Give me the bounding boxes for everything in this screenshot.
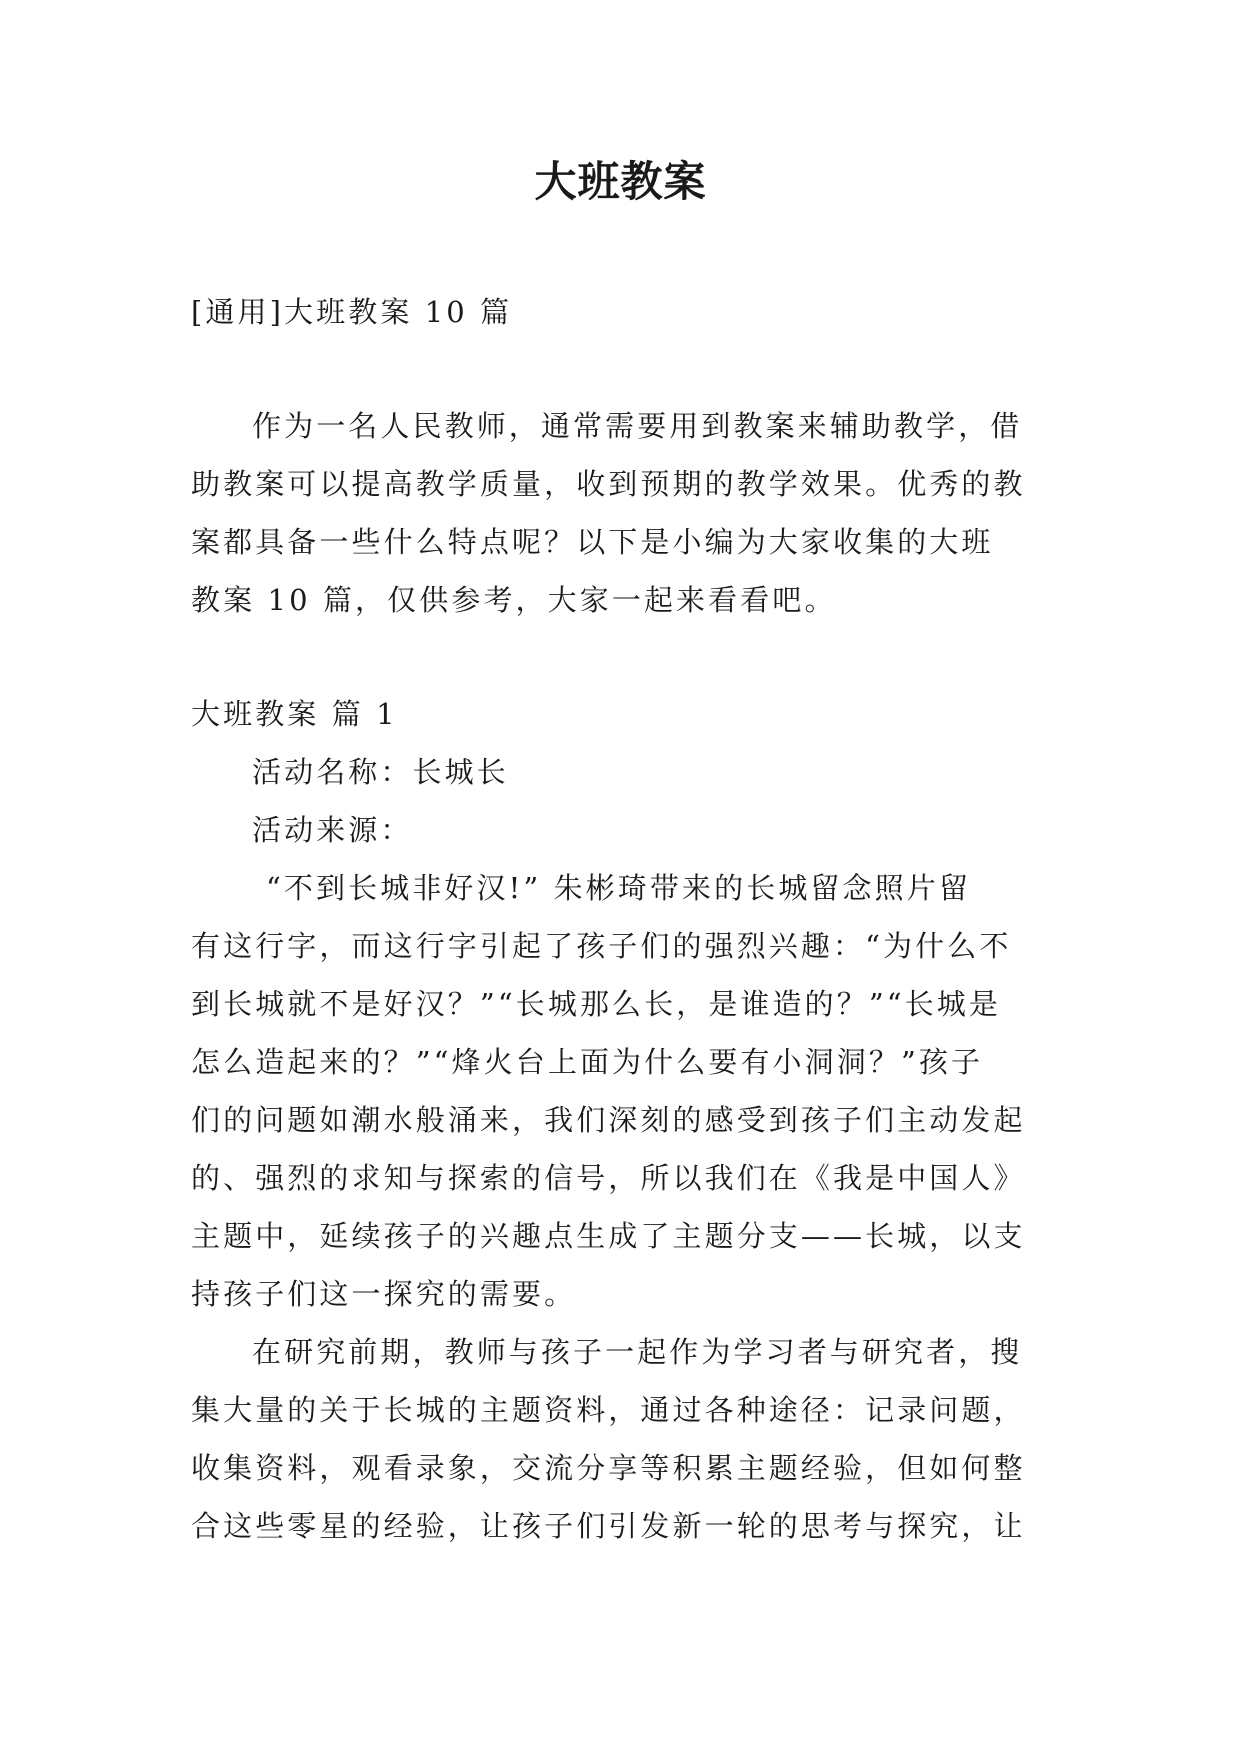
- paragraph-line: “不到长城非好汉!” 朱彬琦带来的长城留念照片留: [266, 871, 971, 905]
- paragraph-line: 在研究前期，教师与孩子一起作为学习者与研究者，搜: [252, 1335, 1023, 1369]
- activity-source: 活动来源：: [252, 813, 413, 847]
- activity-name: 活动名称：长城长: [252, 755, 509, 789]
- paragraph-line: 怎么造起来的？”“烽火台上面为什么要有小洞洞？”孩子: [191, 1045, 984, 1079]
- paragraph-line: 的、强烈的求知与探索的信号，所以我们在《我是中国人》: [191, 1161, 1026, 1195]
- section-heading: 大班教案 篇 1: [191, 697, 398, 731]
- intro-line: 教案 10 篇，仅供参考，大家一起来看看吧。: [191, 583, 837, 617]
- paragraph-line: 集大量的关于长城的主题资料，通过各种途径：记录问题，: [191, 1393, 1026, 1427]
- intro-line: 案都具备一些什么特点呢？以下是小编为大家收集的大班: [191, 525, 994, 559]
- paragraph-line: 收集资料，观看录象，交流分享等积累主题经验，但如何整: [191, 1451, 1026, 1485]
- paragraph-line: 们的问题如潮水般涌来，我们深刻的感受到孩子们主动发起: [191, 1103, 1026, 1137]
- paragraph-line: 合这些零星的经验，让孩子们引发新一轮的思考与探究，让: [191, 1509, 1026, 1543]
- intro-line: 助教案可以提高教学质量，收到预期的教学效果。优秀的教: [191, 467, 1026, 501]
- document-title: 大班教案: [534, 157, 707, 206]
- intro-line: 作为一名人民教师，通常需要用到教案来辅助教学，借: [252, 409, 1023, 443]
- paragraph-line: 持孩子们这一探究的需要。: [191, 1277, 577, 1311]
- document-subtitle: [通用]大班教案 10 篇: [191, 295, 513, 329]
- paragraph-line: 到长城就不是好汉？”“长城那么长，是谁造的？”“长城是: [191, 987, 1002, 1021]
- paragraph-line: 有这行字，而这行字引起了孩子们的强烈兴趣：“为什么不: [191, 929, 1012, 963]
- paragraph-line: 主题中，延续孩子的兴趣点生成了主题分支——长城，以支: [191, 1219, 1026, 1253]
